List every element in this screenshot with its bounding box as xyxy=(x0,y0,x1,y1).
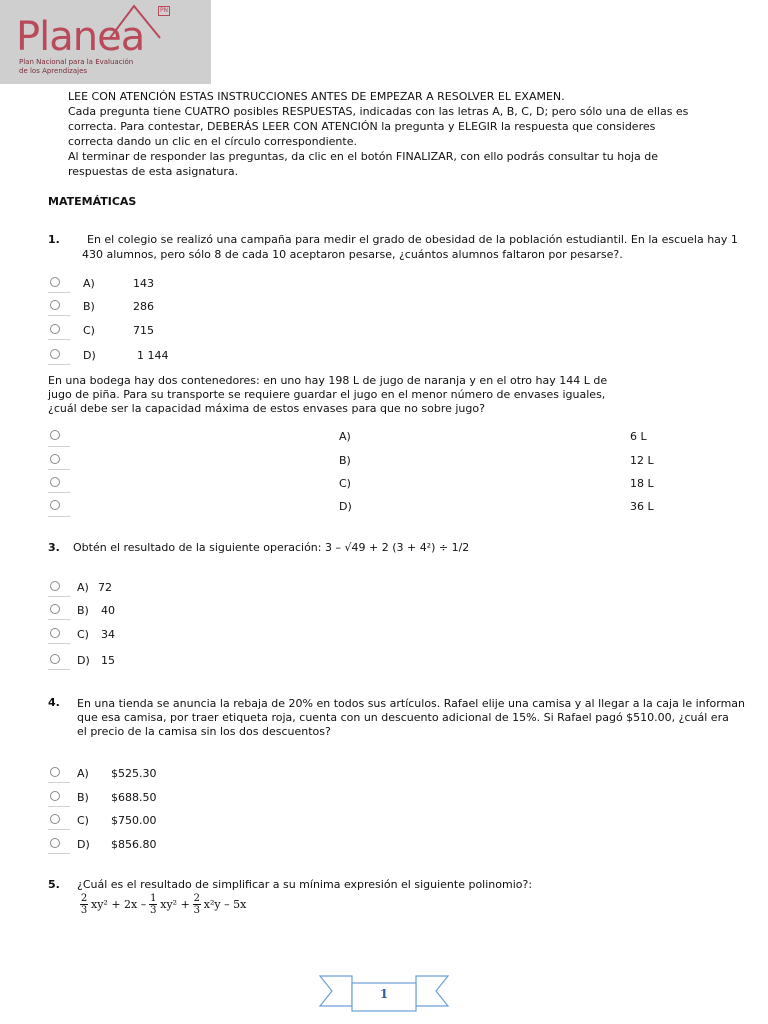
radio-underline xyxy=(48,492,70,493)
question-text: 430 alumnos, pero sólo 8 de cada 10 aceptaron pesarse, ¿cuántos alumnos faltaron por pesarse?. xyxy=(82,248,623,261)
option-value: 12 L xyxy=(630,454,654,467)
radio-q4-b[interactable] xyxy=(50,791,60,801)
option-letter: D) xyxy=(77,654,90,667)
option-letter: C) xyxy=(77,628,89,641)
instruction-line: Al terminar de responder las preguntas, da clic en el botón FINALIZAR, con ello podrás consultar tu hoja de xyxy=(68,150,658,163)
option-letter: A) xyxy=(339,430,351,443)
radio-q4-a[interactable] xyxy=(50,767,60,777)
radio-q3-c[interactable] xyxy=(50,628,60,638)
option-value: 1 144 xyxy=(137,349,169,362)
option-value: 15 xyxy=(101,654,115,667)
fraction: 2 3 xyxy=(80,893,88,916)
option-value: 36 L xyxy=(630,500,654,513)
radio-q1-b[interactable] xyxy=(50,300,60,310)
radio-underline xyxy=(48,446,70,447)
option-letter: B) xyxy=(83,300,95,313)
radio-q4-d[interactable] xyxy=(50,838,60,848)
instruction-line: Cada pregunta tiene CUATRO posibles RESPUESTAS, indicadas con las letras A, B, C, D; pero sólo una de ellas es xyxy=(68,105,689,118)
question-number: 3. xyxy=(48,541,60,554)
question-text: En una tienda se anuncia la rebaja de 20% en todos sus artículos. Rafael elije una camisa y al llegar a la caja le informan que esa camisa, por traer etiqueta roja, cuenta con un descuento adicional de 15%. Si Rafael pagó $510.00, ¿cuál era el precio de la camisa sin los dos descuentos? xyxy=(77,697,746,738)
option-value: $688.50 xyxy=(111,791,157,804)
question-text: ¿Cuál es el resultado de simplificar a su mínima expresión el siguiente polinomio?: xyxy=(77,878,533,891)
option-value: 18 L xyxy=(630,477,654,490)
option-value: 286 xyxy=(133,300,154,313)
radio-q1-c[interactable] xyxy=(50,324,60,334)
radio-underline xyxy=(48,853,70,854)
radio-underline xyxy=(48,806,70,807)
instructions xyxy=(68,89,688,179)
radio-q4-c[interactable] xyxy=(50,814,60,824)
logo-wordmark: Planea xyxy=(16,14,145,60)
radio-q3-a[interactable] xyxy=(50,581,60,591)
option-letter: C) xyxy=(77,814,89,827)
radio-q1-d[interactable] xyxy=(50,349,60,359)
radio-underline xyxy=(48,292,70,293)
option-value: 6 L xyxy=(630,430,647,443)
option-value: $856.80 xyxy=(111,838,157,851)
option-value: $750.00 xyxy=(111,814,157,827)
radio-underline xyxy=(48,315,70,316)
question-text: En el colegio se realizó una campaña para medir el grado de obesidad de la población estudiantil. En la escuela hay 1 xyxy=(87,233,738,246)
radio-q2-c[interactable] xyxy=(50,477,60,487)
radio-underline xyxy=(48,669,70,670)
radio-underline xyxy=(48,596,70,597)
radio-q1-a[interactable] xyxy=(50,277,60,287)
page-number: 1 xyxy=(379,987,389,1001)
question-text: En una bodega hay dos contenedores: en uno hay 198 L de jugo de naranja y en el otro hay 144 L de jugo de piña. Para su transporte se requiere guardar el jugo en el menor número de envases iguales, ¿cuál debe ser la capacidad máxima de estos envases para que no sobre jugo? xyxy=(48,374,608,415)
option-letter: A) xyxy=(83,277,95,290)
radio-q2-b[interactable] xyxy=(50,454,60,464)
option-letter: D) xyxy=(83,349,96,362)
radio-underline xyxy=(48,829,70,830)
instruction-line: correcta. Para contestar, DEBERÁS LEER CON ATENCIÓN la pregunta y ELEGIR la respuesta que consideres xyxy=(68,120,656,133)
option-value: 40 xyxy=(101,604,115,617)
radio-underline xyxy=(48,643,70,644)
question-text: Obtén el resultado de la siguiente operación: 3 – √49 + 2 (3 + 4²) ÷ 1/2 xyxy=(73,541,470,554)
option-letter: B) xyxy=(77,604,89,617)
option-letter: A) xyxy=(77,581,89,594)
radio-underline xyxy=(48,469,70,470)
radio-q2-d[interactable] xyxy=(50,500,60,510)
option-value: 34 xyxy=(101,628,115,641)
instruction-line: LEE CON ATENCIÓN ESTAS INSTRUCCIONES ANTES DE EMPEZAR A RESOLVER EL EXAMEN. xyxy=(68,90,565,103)
option-letter: C) xyxy=(83,324,95,337)
option-value: 715 xyxy=(133,324,154,337)
radio-underline xyxy=(48,364,70,365)
radio-q2-a[interactable] xyxy=(50,430,60,440)
radio-underline xyxy=(48,619,70,620)
logo-badge: PN xyxy=(159,7,169,14)
question-number: 4. xyxy=(48,696,60,709)
radio-q3-d[interactable] xyxy=(50,654,60,664)
radio-underline xyxy=(48,516,70,517)
question-number: 1. xyxy=(48,233,60,246)
fraction: 1 3 xyxy=(150,893,157,916)
fraction: $\frac{2}{3}$ xyxy=(193,893,200,916)
radio-underline xyxy=(48,782,70,783)
logo-subtitle: Plan Nacional para la Evaluación de los Aprendizajes xyxy=(19,58,134,75)
option-letter: B) xyxy=(77,791,89,804)
instruction-line: respuestas de esta asignatura. xyxy=(68,165,239,178)
planea-logo xyxy=(0,0,211,84)
option-value: 143 xyxy=(133,277,154,290)
option-letter: D) xyxy=(77,838,90,851)
polynomial-expression: 2 3 xy² + 2x – 1 3 xy² + $\frac{2}{3}$ x²y – 5x xyxy=(80,893,247,916)
option-letter: C) xyxy=(339,477,351,490)
option-value: $525.30 xyxy=(111,767,157,780)
radio-underline xyxy=(48,339,70,340)
option-letter: D) xyxy=(339,500,352,513)
option-letter: B) xyxy=(339,454,351,467)
radio-q3-b[interactable] xyxy=(50,604,60,614)
option-letter: A) xyxy=(77,767,89,780)
question-number: 5. xyxy=(48,878,60,891)
option-value: 72 xyxy=(98,581,112,594)
instruction-line: correcta dando un clic en el círculo correspondiente. xyxy=(68,135,357,148)
section-title: MATEMÁTICAS xyxy=(48,195,137,208)
